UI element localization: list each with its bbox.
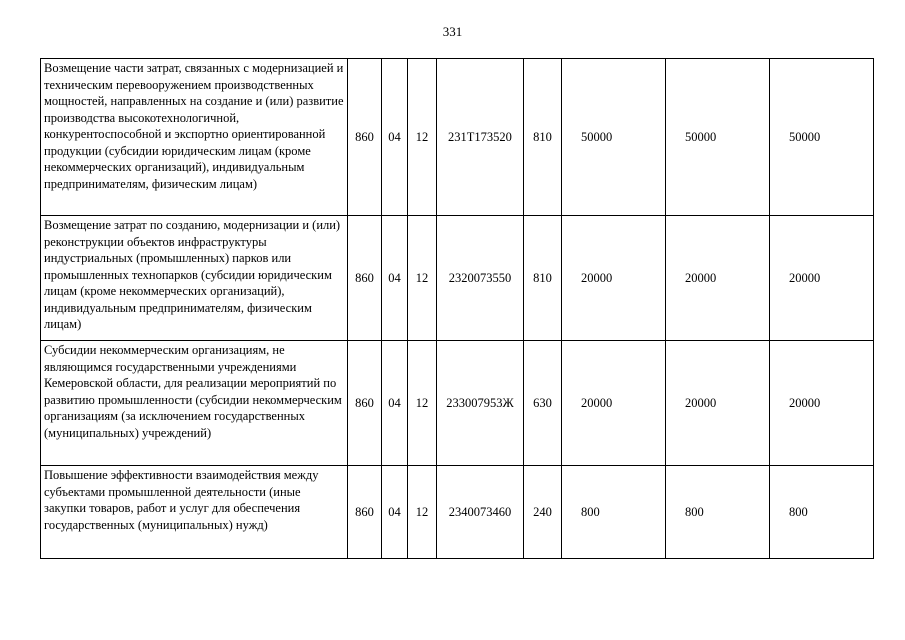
amount-year-2: 20000 [666, 216, 770, 341]
table-row [41, 216, 874, 341]
target-article-code: 2340073460 [437, 466, 524, 559]
amount-year-1: 20000 [562, 341, 666, 466]
amount-year-2: 20000 [666, 341, 770, 466]
subsection-code: 12 [408, 216, 437, 341]
ministry-code: 860 [348, 59, 382, 216]
amount-year-2: 50000 [666, 59, 770, 216]
subsection-code: 12 [408, 341, 437, 466]
amount-year-3: 50000 [770, 59, 874, 216]
expense-type-code: 810 [524, 216, 562, 341]
amount-year-2: 800 [666, 466, 770, 559]
row-description: Возмещение части затрат, связанных с модернизацией и техническим перевооружением производственных мощностей, направленных на создание и (или) развитие производства высокотехнологичной, конкурентоспособной и экспортно ориентированной продукции (субсидии юридическим лицам (кроме некоммерческих организаций), индивидуальным предпринимателям, физическим лицам) [41, 59, 348, 216]
target-article-code: 2320073550 [437, 216, 524, 341]
row-description: Повышение эффективности взаимодействия между субъектами промышленной деятельности (иные закупки товаров, работ и услуг для обеспечения государственных (муниципальных) нужд) [41, 466, 348, 559]
table-row [41, 341, 874, 466]
section-code: 04 [382, 466, 408, 559]
section-code: 04 [382, 59, 408, 216]
target-article-code: 231Т173520 [437, 59, 524, 216]
subsection-code: 12 [408, 59, 437, 216]
amount-year-3: 20000 [770, 341, 874, 466]
expense-type-code: 810 [524, 59, 562, 216]
section-code: 04 [382, 216, 408, 341]
section-code: 04 [382, 341, 408, 466]
table-row [41, 466, 874, 559]
page-number: 331 [442, 24, 463, 39]
amount-year-3: 800 [770, 466, 874, 559]
subsection-code: 12 [408, 466, 437, 559]
ministry-code: 860 [348, 216, 382, 341]
expense-type-code: 630 [524, 341, 562, 466]
table-row [41, 59, 874, 216]
expense-type-code: 240 [524, 466, 562, 559]
ministry-code: 860 [348, 341, 382, 466]
amount-year-1: 800 [562, 466, 666, 559]
row-description: Субсидии некоммерческим организациям, не являющимся государственными учреждениями Кемеровской области, для реализации мероприятий по развитию промышленности (субсидии некоммерческим организациям (за исключением государственных (муниципальных) учреждений) [41, 341, 348, 466]
amount-year-3: 20000 [770, 216, 874, 341]
target-article-code: 233007953Ж [437, 341, 524, 466]
ministry-code: 860 [348, 466, 382, 559]
budget-table [40, 58, 874, 559]
amount-year-1: 50000 [562, 59, 666, 216]
row-description: Возмещение затрат по созданию, модернизации и (или) реконструкции объектов инфраструктуры индустриальных (промышленных) парков или промышленных технопарков (субсидии юридическим лицам (кроме некоммерческих организаций), индивидуальным предпринимателям, физическим лицам) [41, 216, 348, 341]
amount-year-1: 20000 [562, 216, 666, 341]
